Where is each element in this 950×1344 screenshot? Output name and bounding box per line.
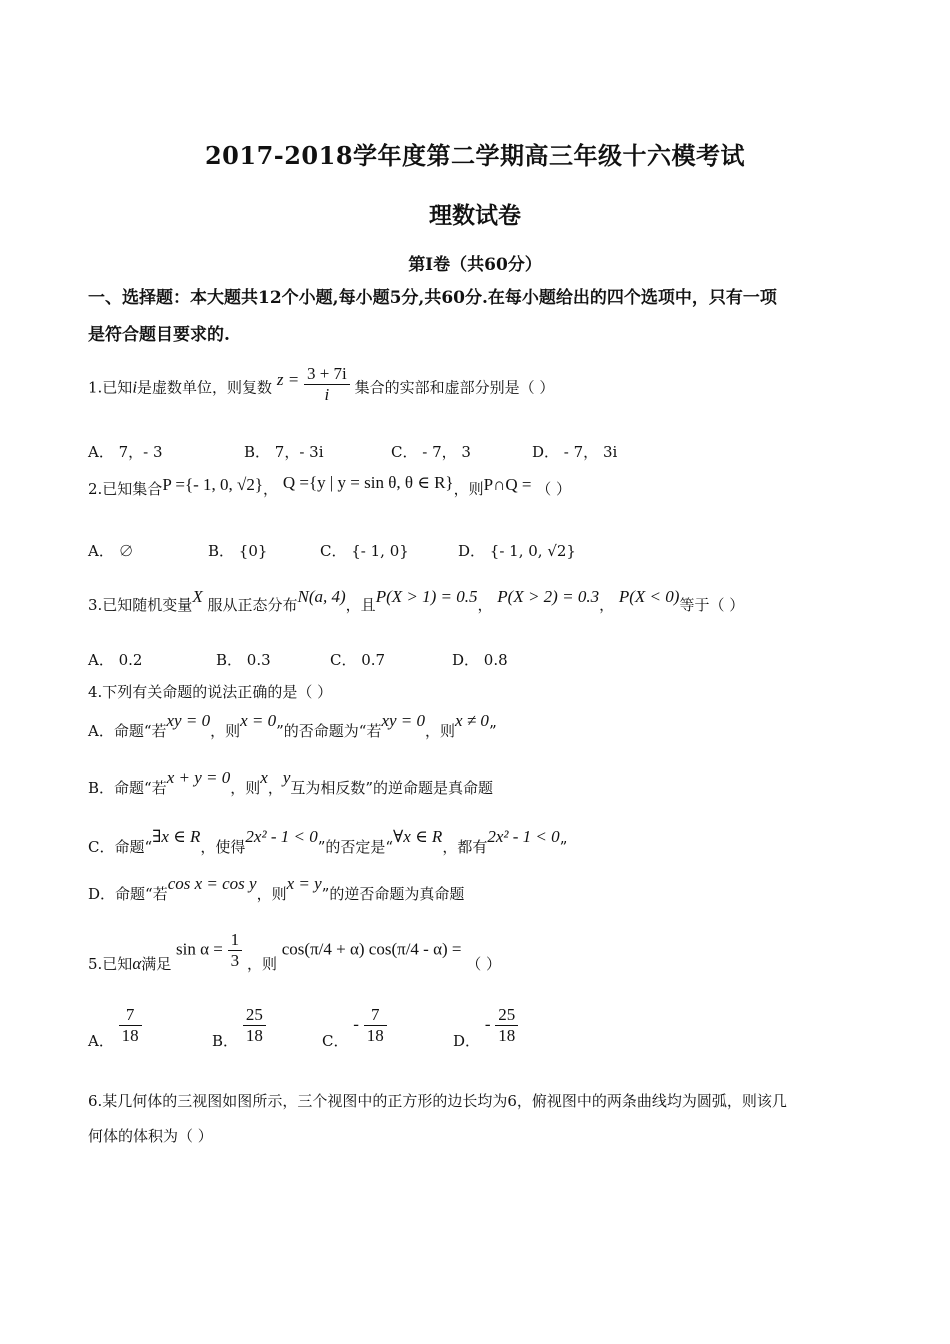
q2-option-b[interactable]: B． {0} — [208, 542, 268, 560]
q2-option-a[interactable]: A． ∅ — [88, 542, 134, 560]
q3-option-d[interactable]: D． 0.8 — [452, 651, 508, 669]
q5-option-a[interactable]: A． $\frac{7}{18}$ — [88, 1005, 142, 1046]
q4-option-a[interactable]: A．命题“若xy = 0，则x = 0”的否命题为“若xy = 0，则x ≠ 0” — [88, 711, 497, 740]
question-6-line-2: 何体的体积为（ ） — [88, 1127, 213, 1145]
q5-option-d[interactable]: D． - $\frac{25}{18}$ — [453, 1005, 518, 1046]
q5-fraction: $\frac{1}{3}$ — [228, 930, 243, 971]
question-6-line-1: 6.某几何体的三视图如图所示，三个视图中的正方形的边长均为6，俯视图中的两条曲线均为圆弧，则该几 — [88, 1092, 787, 1110]
question-3: 3.已知随机变量X 服从正态分布N(a, 4)，且P(X > 1) = 0.5， P(X > 2) = 0.3， P(X < 0)等于（ ） — [88, 587, 745, 614]
q2-option-c[interactable]: C． {- 1, 0} — [320, 542, 409, 560]
q1-option-d[interactable]: D． - 7， 3i — [532, 443, 618, 461]
exam-title: 2017-2018学年度第二学期高三年级十六模考试 — [204, 141, 746, 170]
section-instructions — [88, 283, 777, 350]
question-5: 5.已知α满足 sin α = $\frac{1}{3}$ ，则 cos(π/4 + α) cos(π/4 - α) = （ ） — [88, 930, 502, 973]
q1-option-c[interactable]: C． - 7， 3 — [391, 443, 471, 461]
question-2: 2.已知集合P ={- 1, 0, √2}， Q ={y | y = sin θ, θ ∈ R}，则P∩Q = （ ） — [88, 473, 572, 498]
volume-heading: 第Ⅰ卷（共60分） — [408, 255, 542, 275]
exam-subtitle: 理数试卷 — [429, 202, 521, 229]
q1-option-a[interactable]: A． 7，- 3 — [88, 443, 163, 461]
question-1: 1.已知i是虚数单位，则复数 z = $\frac{3 + 7i}{i}$ 集合的实部和虚部分别是（ ） — [88, 364, 555, 404]
section-line-1: 一、选择题：本大题共12个小题,每小题5分,共60分.在每小题给出的四个选项中，只有一项 — [88, 288, 777, 308]
q2-option-d[interactable]: D． {- 1, 0, √2} — [458, 542, 576, 560]
q4-option-b[interactable]: B．命题“若x + y = 0，则x，y互为相反数”的逆命题是真命题 — [88, 768, 494, 797]
q5-option-c[interactable]: C． - $\frac{7}{18}$ — [322, 1005, 387, 1046]
q4-option-d[interactable]: D．命题“若cos x = cos y，则x = y”的逆否命题为真命题 — [88, 874, 465, 903]
question-4: 4.下列有关命题的说法正确的是（ ） — [88, 683, 333, 701]
q3-option-c[interactable]: C． 0.7 — [330, 651, 386, 669]
q3-option-a[interactable]: A． 0.2 — [88, 651, 143, 669]
q4-option-c[interactable]: C．命题“∃x ∈ R，使得2x² - 1 < 0”的否定是“∀x ∈ R，都有2x² - 1 < 0” — [88, 827, 568, 856]
q1-fraction: $\frac{3 + 7i}{i}$ — [304, 364, 350, 405]
section-line-2: 是符合题目要求的. — [88, 325, 230, 345]
q3-option-b[interactable]: B． 0.3 — [216, 651, 271, 669]
q1-option-b[interactable]: B． 7，- 3i — [244, 443, 324, 461]
q5-option-b[interactable]: B． $\frac{25}{18}$ — [212, 1005, 266, 1046]
